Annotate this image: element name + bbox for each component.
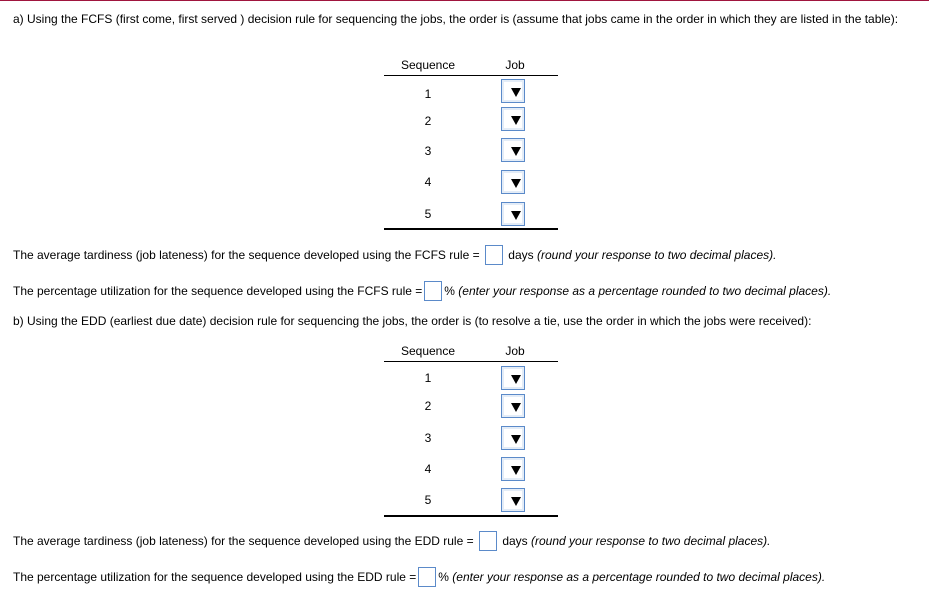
- top-rule: [0, 0, 929, 1]
- sequence-number: 1: [424, 87, 432, 101]
- table-bottom-rule: [384, 515, 558, 517]
- job-select-2[interactable]: [501, 394, 525, 418]
- edd-utilization-input[interactable]: [418, 567, 436, 587]
- job-select-5[interactable]: [501, 488, 525, 512]
- sequence-number: 4: [424, 462, 432, 476]
- part-a-intro: a) Using the FCFS (first come, first served ) decision rule for sequencing the jobs, the order is (assume that jobs came in the order in which they are listed in the table):: [13, 12, 899, 26]
- table-bottom-rule: [384, 228, 558, 230]
- sequence-number: 2: [424, 114, 432, 128]
- job-column-header: Job: [505, 58, 525, 72]
- edd-utilization-note: (enter your response as a percentage rounded to two decimal places).: [452, 570, 826, 585]
- job-select-4[interactable]: [501, 170, 525, 194]
- fcfs-utilization-note: (enter your response as a percentage rounded to two decimal places).: [458, 284, 832, 299]
- edd-sequence-table: [384, 343, 558, 507]
- fcfs-tardiness-label: The average tardiness (job lateness) for the sequence developed using the FCFS rule =: [13, 248, 480, 263]
- job-select-2[interactable]: [501, 107, 525, 131]
- triangle-down-icon: [511, 466, 521, 475]
- triangle-down-icon: [511, 88, 521, 97]
- fcfs-sequence-table: [384, 57, 558, 221]
- job-column-header: Job: [505, 344, 525, 358]
- table-header: [384, 57, 558, 76]
- sequence-number: 4: [424, 175, 432, 189]
- job-select-4[interactable]: [501, 457, 525, 481]
- triangle-down-icon: [511, 497, 521, 506]
- sequence-column-header: Sequence: [400, 344, 456, 358]
- part-b-intro: b) Using the EDD (earliest due date) decision rule for sequencing the jobs, the order is (to resolve a tie, use the order in which the jobs were received):: [13, 314, 812, 328]
- job-select-1[interactable]: [501, 79, 525, 103]
- sequence-number: 3: [424, 144, 432, 158]
- job-select-5[interactable]: [501, 202, 525, 226]
- fcfs-utilization-label: The percentage utilization for the sequence developed using the FCFS rule =: [13, 284, 423, 299]
- edd-utilization-line: [13, 568, 825, 588]
- sequence-column-header: Sequence: [400, 58, 456, 72]
- triangle-down-icon: [511, 375, 521, 384]
- sequence-number: 3: [424, 431, 432, 445]
- job-select-3[interactable]: [501, 138, 525, 162]
- fcfs-utilization-line: [13, 282, 831, 302]
- edd-tardiness-line: [13, 532, 770, 552]
- fcfs-tardiness-input[interactable]: [485, 245, 503, 265]
- edd-utilization-unit: %: [438, 570, 449, 585]
- fcfs-tardiness-unit: days: [508, 248, 534, 263]
- triangle-down-icon: [511, 435, 521, 444]
- fcfs-tardiness-line: [13, 246, 776, 266]
- sequence-number: 5: [424, 207, 432, 221]
- table-header: [384, 343, 558, 362]
- triangle-down-icon: [511, 116, 521, 125]
- fcfs-utilization-unit: %: [444, 284, 455, 299]
- job-select-1[interactable]: [501, 366, 525, 390]
- edd-tardiness-unit: days: [502, 534, 528, 549]
- triangle-down-icon: [511, 211, 521, 220]
- edd-tardiness-note: (round your response to two decimal places).: [531, 534, 771, 549]
- fcfs-utilization-input[interactable]: [424, 281, 442, 301]
- sequence-number: 1: [424, 371, 432, 385]
- triangle-down-icon: [511, 147, 521, 156]
- edd-tardiness-input[interactable]: [479, 531, 497, 551]
- sequence-number: 5: [424, 493, 432, 507]
- fcfs-tardiness-note: (round your response to two decimal places).: [537, 248, 777, 263]
- edd-tardiness-label: The average tardiness (job lateness) for the sequence developed using the EDD rule =: [13, 534, 474, 549]
- triangle-down-icon: [511, 179, 521, 188]
- job-select-3[interactable]: [501, 426, 525, 450]
- triangle-down-icon: [511, 403, 521, 412]
- edd-utilization-label: The percentage utilization for the sequence developed using the EDD rule =: [13, 570, 417, 585]
- sequence-number: 2: [424, 399, 432, 413]
